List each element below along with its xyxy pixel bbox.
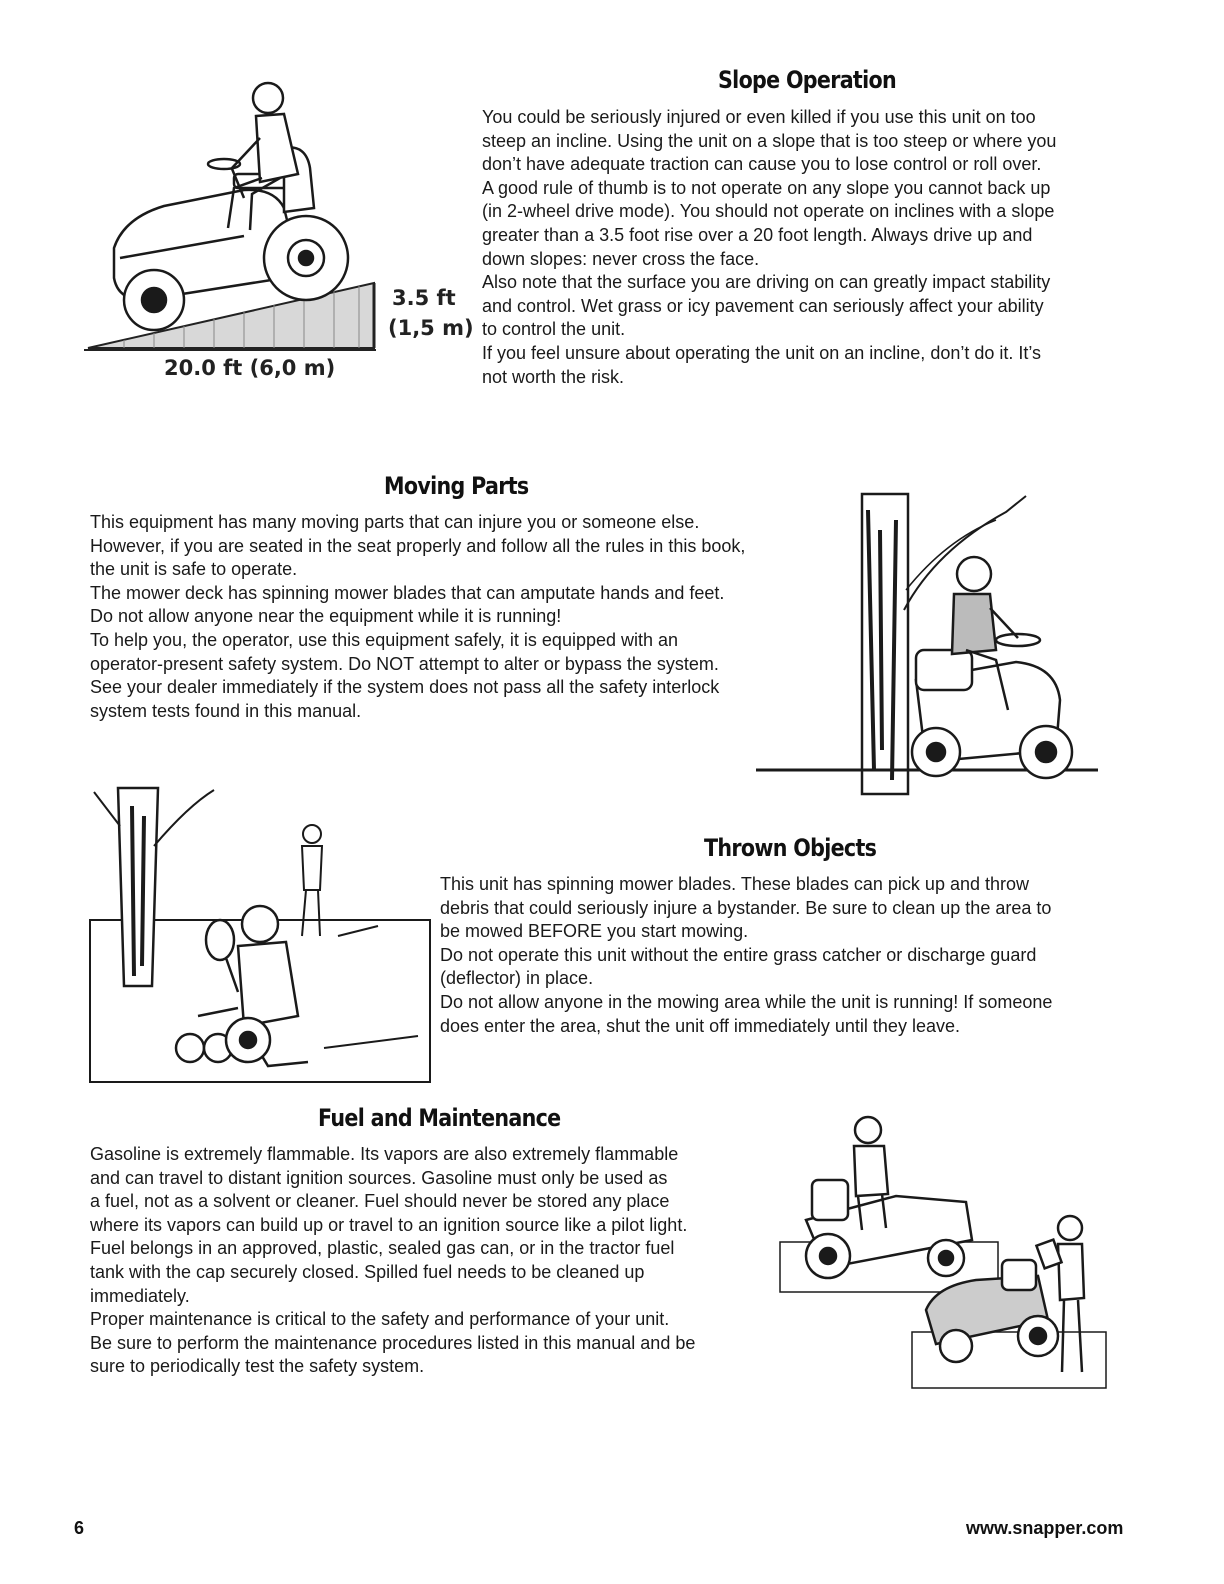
slope-illustration — [84, 78, 384, 378]
footer-website: www.snapper.com — [966, 1518, 1124, 1538]
slope-rise-ft: 3.5 ft — [392, 286, 456, 310]
fuel-maintenance-illustration — [776, 1110, 1110, 1392]
slope-length: 20.0 ft (6,0 m) — [164, 356, 336, 380]
slope-operation-text: You could be seriously injured or even killed if you use this unit on too steep an incline. Using the unit on a slope that is too steep or where you don’t have adequate traction can cause you to lose control or roll over. A good rule of thumb is to not operate on any slope you cannot back up (in 2-wheel drive mode). You should not operate on inclines with a slope greater than a 3.5 foot rise over a 20 foot length. Always drive up and down slopes: never cross the face. Also note that the surface you are driving on can greatly impact stability and control. Wet grass or icy pavement can seriously affect your ability to control the unit. If you feel unsure about operating the unit on an incline, don’t do it. It’s not worth the risk. — [482, 107, 1057, 387]
thrown-objects-illustration — [88, 786, 432, 1084]
moving-parts-heading: Moving Parts — [384, 472, 529, 500]
slope-operation-heading: Slope Operation — [718, 66, 897, 94]
moving-parts-text: This equipment has many moving parts that can injure you or someone else. However, if you are seated in the seat properly and follow all the rules in this book, the unit is safe to operate. The mower deck has spinning mower blades that can amputate hands and feet. Do not allow anyone near the equipment while it is running! To help you, the operator, use this equipment safely, it is equipped with an operator-present safety system. Do NOT attempt to alter or bypass the system. See your dealer immediately if the system does not pass all the safety interlock system tests found in this manual. — [90, 512, 746, 721]
fuel-maintenance-heading: Fuel and Maintenance — [318, 1104, 561, 1132]
thrown-objects-heading: Thrown Objects — [704, 834, 877, 862]
moving-parts-illustration — [756, 490, 1098, 808]
slope-rise-m: (1,5 m) — [388, 316, 474, 340]
thrown-objects-text: This unit has spinning mower blades. These blades can pick up and throw debris that could seriously injure a bystander. Be sure to clean up the area to be mowed BEFORE you start mowing. Do not operate this unit without the entire grass catcher or discharge guard (deflector) in place. Do not allow anyone in the mowing area while the unit is running! If someone does enter the area, shut the unit off immediately until they leave. — [440, 874, 1053, 1036]
fuel-maintenance-text: Gasoline is extremely flammable. Its vapors are also extremely flammable and can travel to distant ignition sources. Gasoline must only be used as a fuel, not as a solvent or cleaner. Fuel should never be stored any place where its vapors can build up or travel to an ignition source like a pilot light. Fuel belongs in an approved, plastic, sealed gas can, or in the tractor fuel tank with the cap securely closed. Spilled fuel needs to be cleaned up immediately. Proper maintenance is critical to the safety and performance of your unit. Be sure to perform the maintenance procedures listed in this manual and be sure to periodically test the safety system. — [90, 1144, 696, 1377]
page-number: 6 — [74, 1518, 85, 1538]
